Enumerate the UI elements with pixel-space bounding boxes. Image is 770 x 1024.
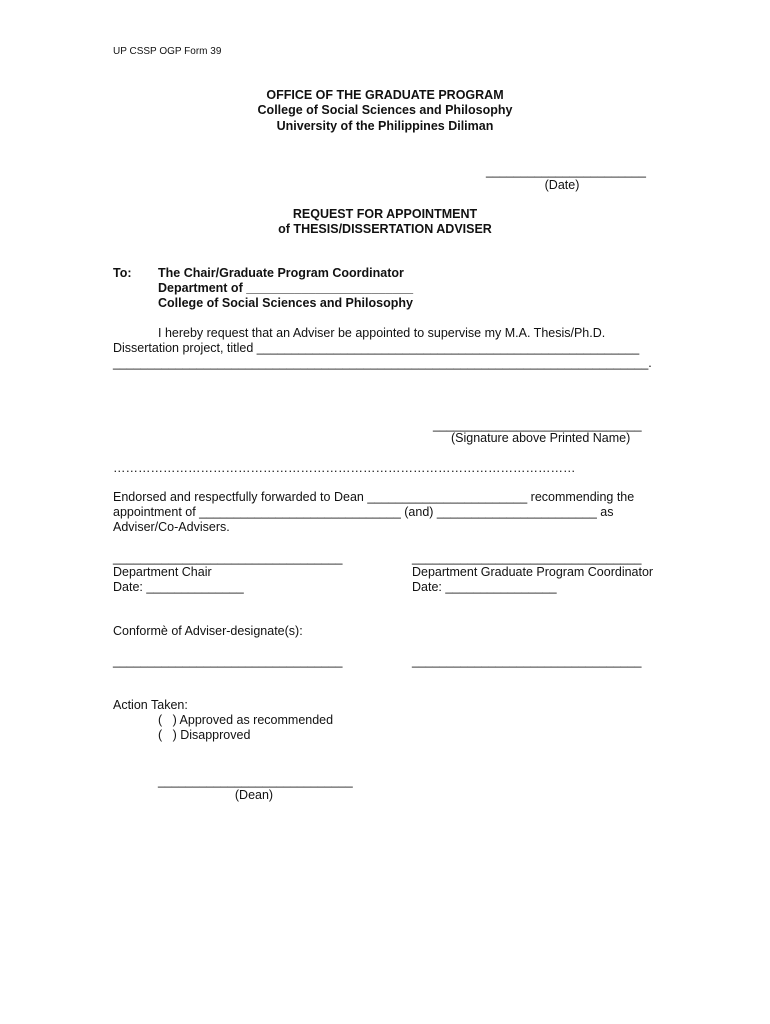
disapproved-option: ( ) Disapproved (158, 728, 251, 742)
request-line-3: _____________________________________________________________________________. (113, 356, 652, 370)
adviser-signature-line-right: _________________________________ (412, 654, 642, 668)
dean-signature-line: ____________________________ (158, 774, 353, 788)
form-code: UP CSSP OGP Form 39 (113, 46, 222, 57)
addressee-line-2: Department of ________________________ (158, 281, 414, 295)
endorsement-line-1: Endorsed and respectfully forwarded to Dean _______________________ recommending the (113, 490, 635, 504)
adviser-signature-line-left: _________________________________ (113, 654, 343, 668)
college-heading: College of Social Sciences and Philosophy (257, 103, 513, 117)
conforme-label: Conformè of Adviser-designate(s): (113, 624, 303, 638)
endorsement-line-3: Adviser/Co-Advisers. (113, 520, 230, 534)
endorsement-line-2: appointment of _____________________________ (and) _______________________ as (113, 505, 614, 519)
date-line: _______________________ (486, 164, 646, 178)
student-signature-label: (Signature above Printed Name) (451, 431, 631, 445)
coordinator-title: Department Graduate Program Coordinator (412, 565, 654, 579)
request-line-1: I hereby request that an Adviser be appointed to supervise my M.A. Thesis/Ph.D. (158, 326, 606, 340)
chair-signature-line: _________________________________ (113, 551, 343, 565)
office-heading: OFFICE OF THE GRADUATE PROGRAM (266, 88, 504, 102)
addressee-line-1: The Chair/Graduate Program Coordinator (158, 266, 404, 280)
date-label: (Date) (544, 178, 580, 192)
student-signature-line: ______________________________ (433, 418, 642, 432)
dotted-divider: ………………………………………………………………………………………………… (113, 461, 576, 475)
chair-title: Department Chair (113, 565, 212, 579)
coordinator-signature-line: _________________________________ (412, 551, 642, 565)
action-taken-label: Action Taken: (113, 698, 188, 712)
request-line-2: Dissertation project, titled _______________________________________________________ (113, 341, 640, 355)
request-title: REQUEST FOR APPOINTMENT (292, 207, 478, 221)
coordinator-date: Date: ________________ (412, 580, 557, 594)
approved-option: ( ) Approved as recommended (158, 713, 334, 727)
to-label: To: (113, 266, 132, 280)
request-subtitle: of THESIS/DISSERTATION ADVISER (278, 222, 492, 236)
university-heading: University of the Philippines Diliman (276, 119, 494, 133)
dean-label: (Dean) (234, 788, 274, 802)
addressee-line-3: College of Social Sciences and Philosophy (158, 296, 413, 310)
chair-date: Date: ______________ (113, 580, 244, 594)
